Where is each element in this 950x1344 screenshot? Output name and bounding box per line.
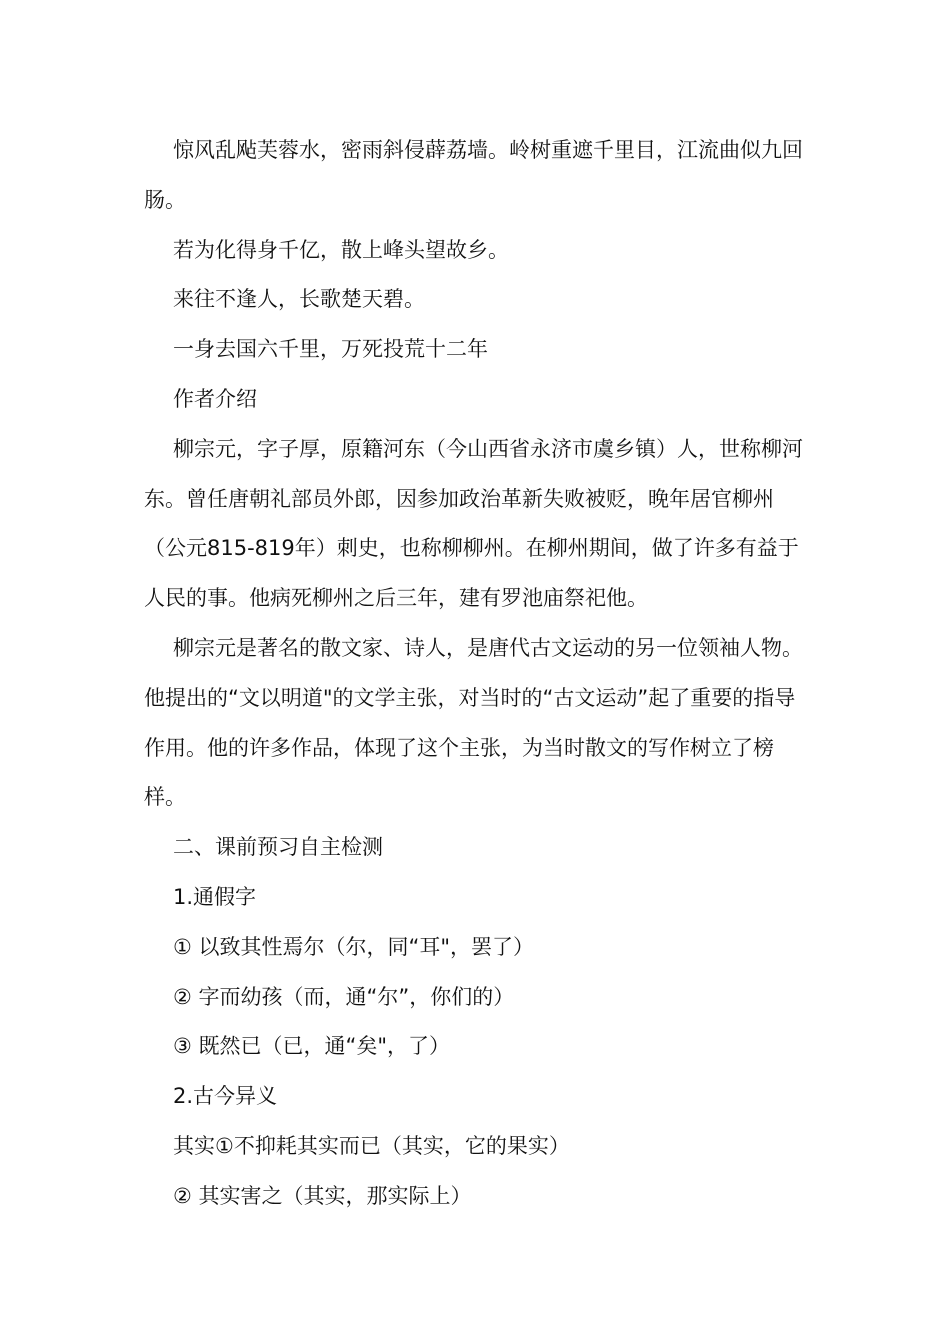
section-heading-author: 作者介绍: [173, 386, 257, 411]
list-item: 其实①不抑耗其实而已（其实，它的果实）: [173, 1133, 570, 1158]
list-item: ① 以致其性焉尔（尔，同“耳"，罢了）: [173, 934, 535, 959]
document-body: [144, 126, 810, 1222]
author-bio-paragraph-2: 柳宗元是著名的散文家、诗人，是唐代古文运动的另一位领袖人物。他提出的“文以明道"的文学主张，对当时的“古文运动”起了重要的指导作用。他的许多作品，体现了这个主张，为当时散文的写作树立了榜样。: [144, 635, 803, 810]
author-bio-paragraph-1: 柳宗元，字子厚，原籍河东（今山西省永济市虞乡镇）人，世称柳河东。曾任唐朝礼部员外郎，因参加政治革新失败被贬，晚年居官柳州（公元815-819年）刺史，也称柳柳州。在柳州期间，做了许多有益于人民的事。他病死柳州之后三年，建有罗池庙祭祀他。: [144, 436, 803, 611]
list-item: ② 字而幼孩（而，通“尔”，你们的）: [173, 984, 515, 1009]
poem-line-1: 惊风乱飐芙蓉水，密雨斜侵薜荔墙。岭树重遮千里目，江流曲似九回肠。: [144, 138, 803, 212]
poem-line-4: 一身去国六千里，万死投荒十二年: [173, 337, 488, 362]
list-item: ③ 既然已（已，通“矣"，了）: [173, 1034, 451, 1059]
subheading-gujinyiyi: 2.古今异义: [173, 1084, 278, 1109]
poem-line-3: 来往不逢人，长歌楚天碧。: [173, 287, 425, 312]
list-item: ② 其实害之（其实，那实际上）: [173, 1183, 472, 1208]
poem-line-2: 若为化得身千亿，散上峰头望故乡。: [173, 237, 509, 262]
subheading-tongjiazi: 1.通假字: [173, 884, 257, 909]
section-heading-preview: 二、课前预习自主检测: [173, 835, 383, 860]
